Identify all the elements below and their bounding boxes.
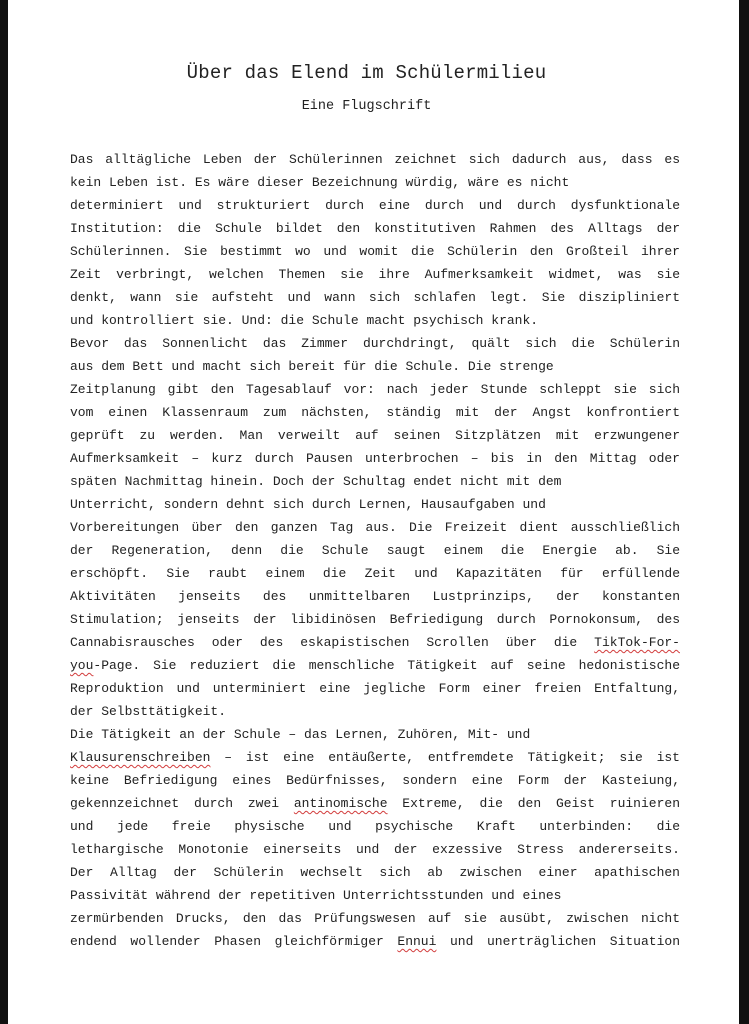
text-line (70, 723, 680, 746)
text-line (70, 838, 680, 861)
text-segment: geprüft zu werden. Man verweilt auf seinen Sitzplätzen mit erzwungener (70, 428, 680, 443)
text-segment: gekennzeichnet durch zwei (70, 796, 294, 811)
right-frame-edge (739, 0, 749, 1024)
text-segment: keine Befriedigung eines Bedürfnisses, sondern eine Form der Kasteiung, (70, 773, 680, 788)
text-line (70, 424, 680, 447)
text-segment: denkt, wann sie aufsteht und wann sich schlafen legt. Sie diszipliniert (70, 290, 680, 305)
text-line (70, 263, 680, 286)
text-segment: Zeitplanung gibt den Tagesablauf vor: nach jeder Stunde schleppt sie sich (70, 382, 680, 397)
text-segment: Schülerinnen. Sie bestimmt wo und womit die Schülerin den Großteil ihrer (70, 244, 680, 259)
text-segment: Cannabisrausches oder des eskapistischen Scrollen über die (70, 635, 595, 650)
text-segment: Unterricht, sondern dehnt sich durch Lernen, Hausaufgaben und (70, 497, 546, 512)
text-line (70, 746, 680, 769)
text-segment: Bevor das Sonnenlicht das Zimmer durchdringt, quält sich die Schülerin (70, 336, 680, 351)
text-line (70, 815, 680, 838)
text-segment: zermürbenden Drucks, den das Prüfungswesen auf sie ausübt, zwischen nicht (70, 911, 680, 926)
spellcheck-flagged-word: Klausurenschreiben (70, 750, 211, 765)
document-subtitle: Eine Flugschrift (301, 99, 432, 114)
text-line (70, 516, 680, 539)
text-line (70, 217, 680, 240)
text-line (70, 470, 680, 493)
left-frame-edge (0, 0, 8, 1024)
text-line (70, 631, 680, 654)
text-segment: Die Tätigkeit an der Schule – das Lernen, Zuhören, Mit- und (70, 727, 531, 742)
text-line (70, 562, 680, 585)
spellcheck-flagged-word: Ennui (397, 934, 437, 949)
text-segment: Extreme, die den Geist ruinieren (387, 796, 680, 811)
text-segment: kein Leben ist. Es wäre dieser Bezeichnung würdig, wäre es nicht (70, 175, 570, 190)
text-line (70, 907, 680, 930)
text-segment: Aktivitäten jenseits des unmittelbaren Lustprinzips, der konstanten (70, 589, 680, 604)
text-segment: Stimulation; jenseits der libidinösen Befriedigung durch Pornokonsum, des (70, 612, 680, 627)
document-title: Über das Elend im Schülermilieu (186, 62, 547, 84)
text-line (70, 700, 680, 723)
text-line (70, 148, 680, 171)
text-segment: Das alltägliche Leben der Schülerinnen zeichnet sich dadurch aus, dass es (70, 152, 680, 167)
text-segment: lethargische Monotonie einerseits und der exzessive Stress andererseits. (70, 842, 680, 857)
text-line (70, 378, 680, 401)
text-line (70, 194, 680, 217)
text-line (70, 769, 680, 792)
text-segment: -Page. Sie reduziert die menschliche Tätigkeit auf seine hedonistische (93, 658, 680, 673)
text-line (70, 585, 680, 608)
text-line (70, 792, 680, 815)
text-line (70, 355, 680, 378)
text-segment: aus dem Bett und macht sich bereit für die Schule. Die strenge (70, 359, 554, 374)
text-segment: späten Nachmittag hinein. Doch der Schultag endet nicht mit dem (70, 474, 562, 489)
text-segment: Der Alltag der Schülerin wechselt sich ab zwischen einer apathischen (70, 865, 680, 880)
text-line (70, 240, 680, 263)
text-line (70, 286, 680, 309)
text-segment: der Regeneration, denn die Schule saugt einem die Energie ab. Sie (70, 543, 680, 558)
text-segment: und kontrolliert sie. Und: die Schule macht psychisch krank. (70, 313, 539, 328)
text-line (70, 447, 680, 470)
document-body (70, 148, 680, 953)
spellcheck-flagged-word: TikTok-For- (594, 635, 680, 650)
text-segment: und jede freie physische und psychische Kraft unterbinden: die (70, 819, 680, 834)
text-line (70, 401, 680, 424)
text-segment: Institution: die Schule bildet den konstitutiven Rahmen des Alltags der (70, 221, 680, 236)
text-segment: Aufmerksamkeit – kurz durch Pausen unterbrochen – bis in den Mittag oder (70, 451, 680, 466)
text-line (70, 539, 680, 562)
text-segment: Zeit verbringt, welchen Themen sie ihre Aufmerksamkeit widmet, was sie (70, 267, 680, 282)
text-segment: Reproduktion und unterminiert eine jegliche Form einer freien Entfaltung, (70, 681, 680, 696)
text-segment: determiniert und strukturiert durch eine durch und durch dysfunktionale (70, 198, 680, 213)
text-segment: der Selbsttätigkeit. (70, 704, 227, 719)
text-segment: Passivität während der repetitiven Unterrichtsstunden und eines (70, 888, 562, 903)
text-line (70, 861, 680, 884)
text-segment: erschöpft. Sie raubt einem die Zeit und Kapazitäten für erfüllende (70, 566, 680, 581)
spellcheck-flagged-word: antinomische (293, 796, 388, 811)
text-segment: Vorbereitungen über den ganzen Tag aus. Die Freizeit dient ausschließlich (70, 520, 680, 535)
text-line (70, 332, 680, 355)
text-segment: vom einen Klassenraum zum nächsten, ständig mit der Angst konfrontiert (70, 405, 680, 420)
text-line (70, 884, 680, 907)
text-line (70, 654, 680, 677)
text-line (70, 677, 680, 700)
text-segment: und unerträglichen Situation (436, 934, 680, 949)
text-line (70, 493, 680, 516)
spellcheck-flagged-word: you (70, 658, 94, 673)
text-line (70, 608, 680, 631)
text-segment: – ist eine entäußerte, entfremdete Tätigkeit; sie ist (210, 750, 680, 765)
text-line (70, 171, 680, 194)
text-line (70, 309, 680, 332)
text-segment: endend wollender Phasen gleichförmiger (70, 934, 398, 949)
text-line (70, 930, 680, 953)
